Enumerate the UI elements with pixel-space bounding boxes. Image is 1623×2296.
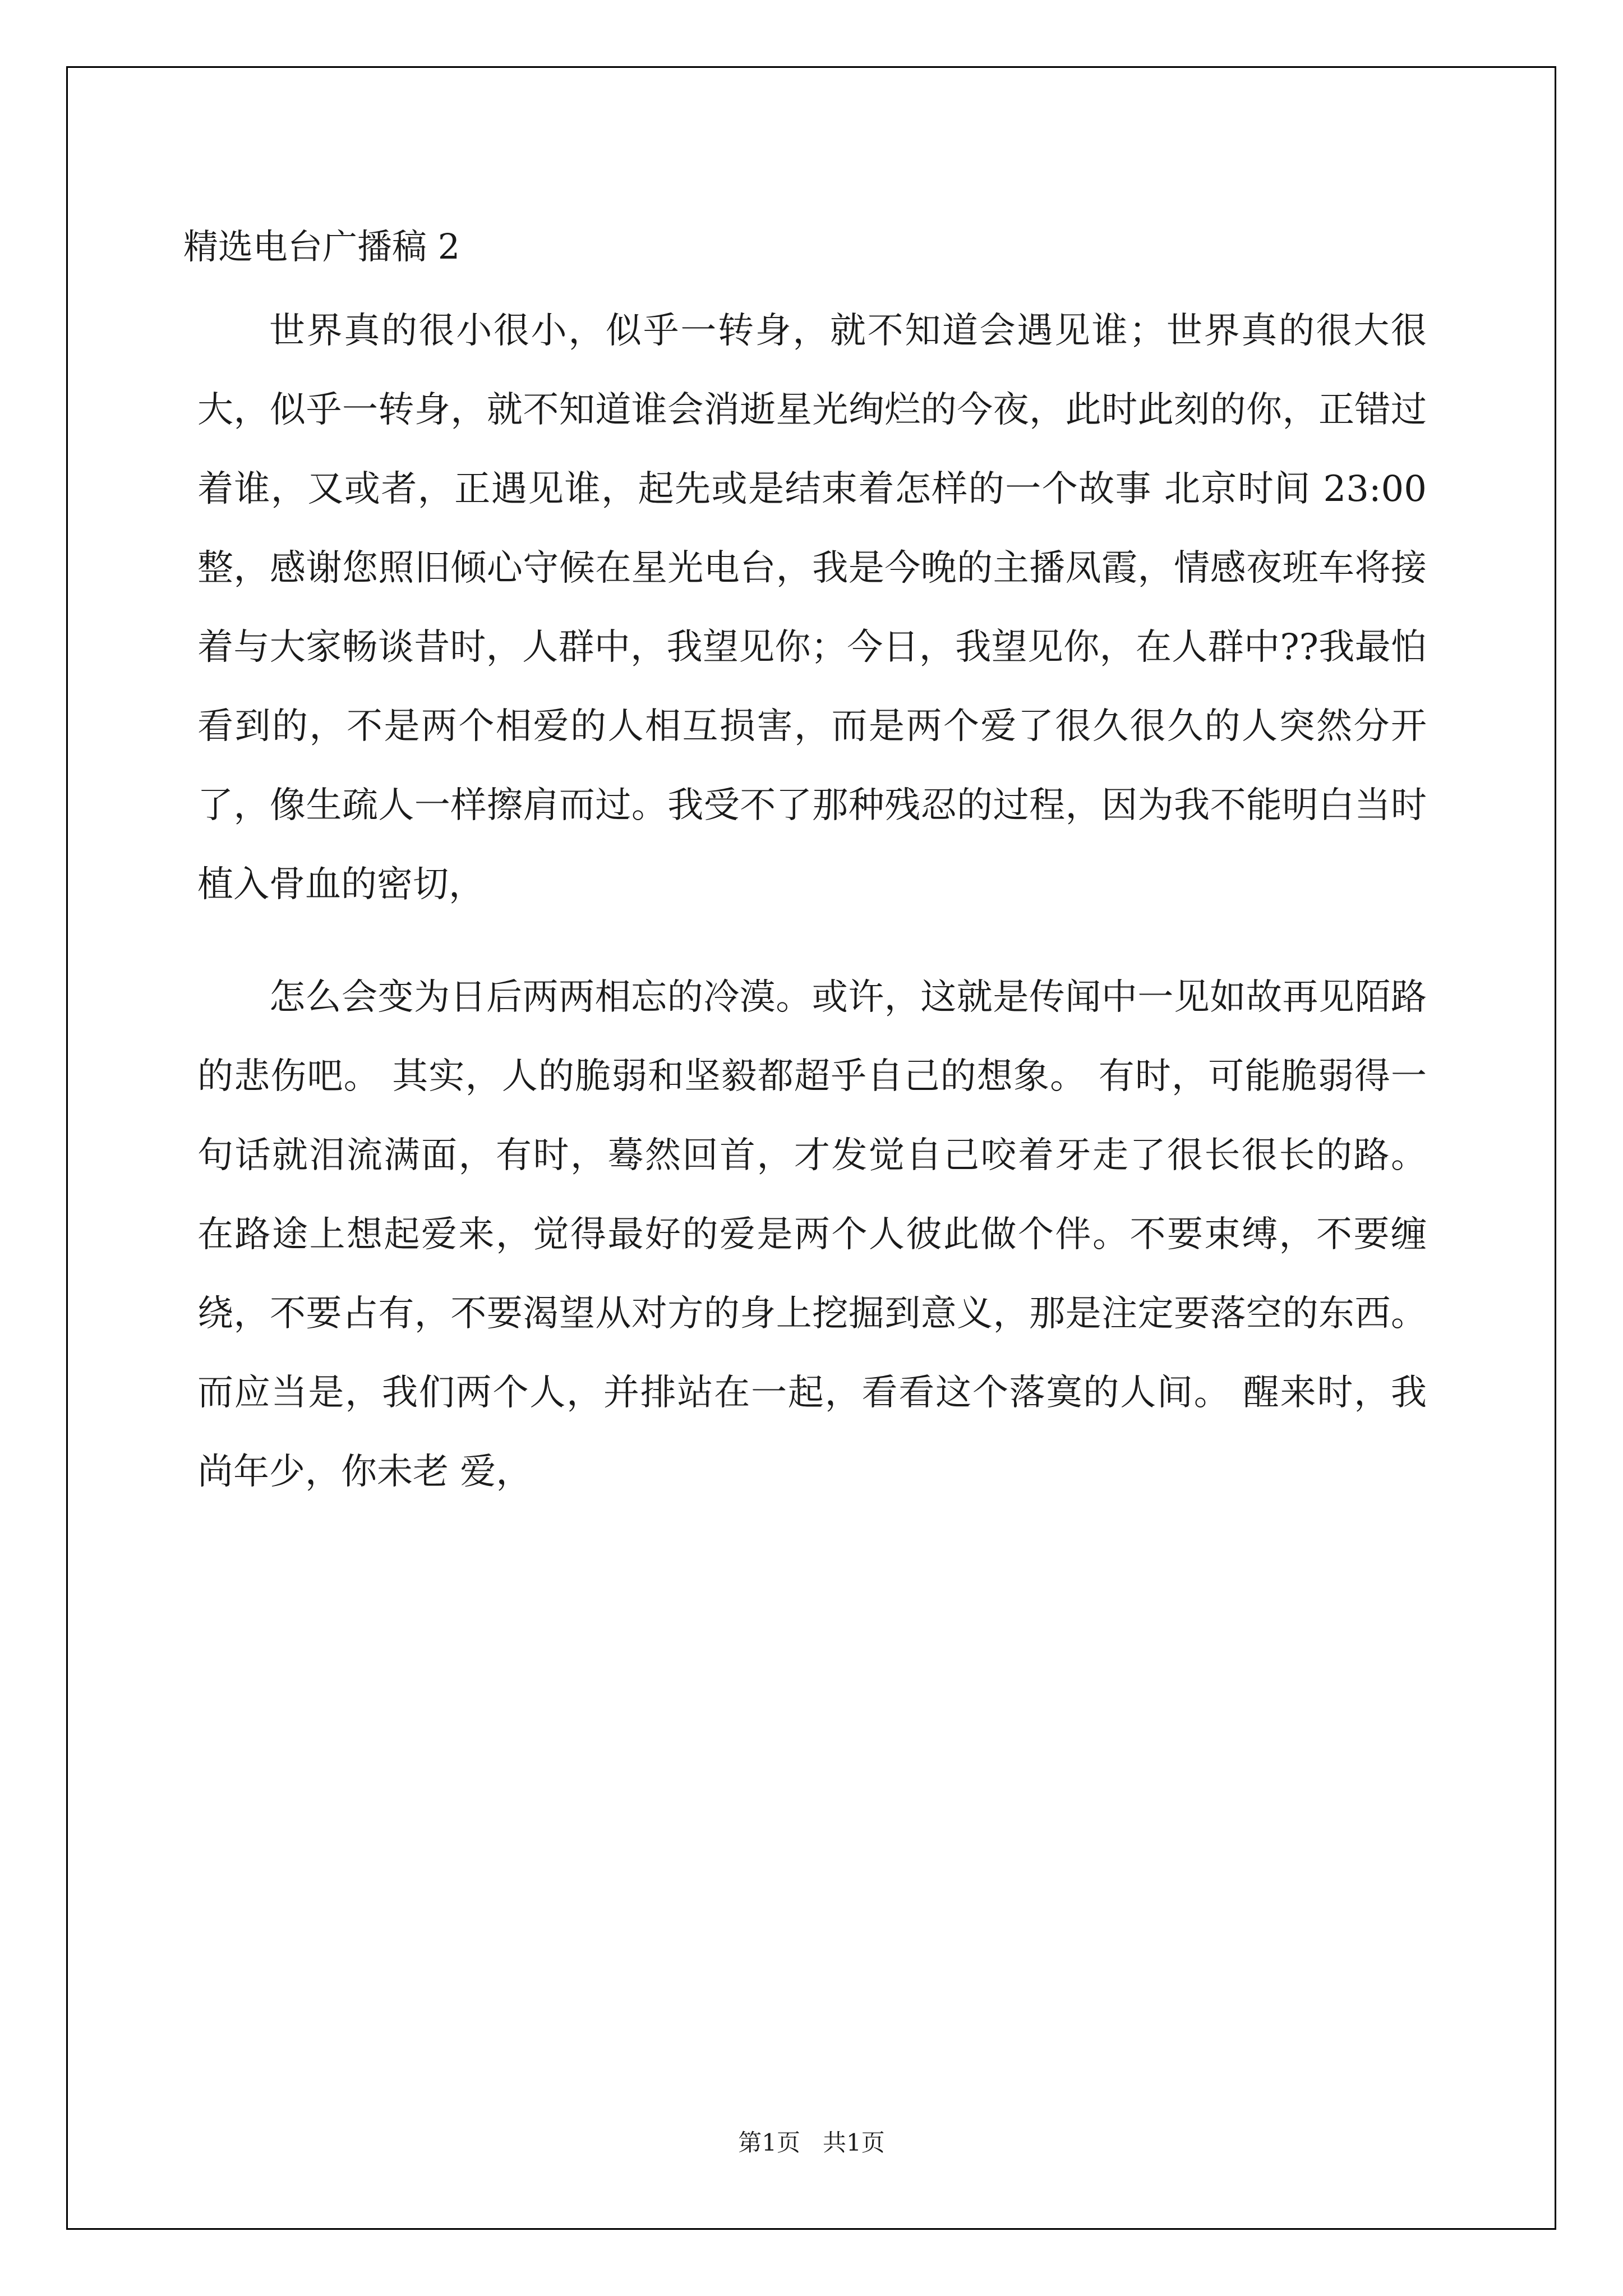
document-title: 精选电台广播稿 2: [183, 226, 460, 267]
document-body: [197, 292, 1427, 1512]
paragraph-1: 世界真的很小很小，似乎一转身，就不知道会遇见谁；世界真的很大很大，似乎一转身，就不知道谁会消逝星光绚烂的今夜，此时此刻的你，正错过着谁，又或者，正遇见谁，起先或是结束着怎样的一个故事 北京时间 23:00 整，感谢您照旧倾心守候在星光电台，我是今晚的主播凤霞，情感夜班车将接着与大家畅谈昔时，人群中，我望见你；今日，我望见你，在人群中??我最怕看到的，不是两个相爱的人相互损害，而是两个爱了很久很久的人突然分开了，像生疏人一样擦肩而过。我受不了那种残忍的过程，因为我不能明白当时植入骨血的密切，: [197, 310, 1427, 905]
paragraph-2: 怎么会变为日后两两相忘的冷漠。或许，这就是传闻中一见如故再见陌路的悲伤吧。 其实，人的脆弱和坚毅都超乎自己的想象。 有时，可能脆弱得一句话就泪流满面，有时，蓦然回首，才发觉自己咬着牙走了很长很长的路。 在路途上想起爱来，觉得最好的爱是两个人彼此做个伴。不要束缚，不要缠绕，不要占有，不要渴望从对方的身上挖掘到意义，那是注定要落空的东西。而应当是，我们两个人，并排站在一起，看看这个落寞的人间。 醒来时，我尚年少，你未老 爱，: [197, 977, 1427, 1493]
page-number-footer: 第1页 共1页: [738, 2129, 885, 2156]
